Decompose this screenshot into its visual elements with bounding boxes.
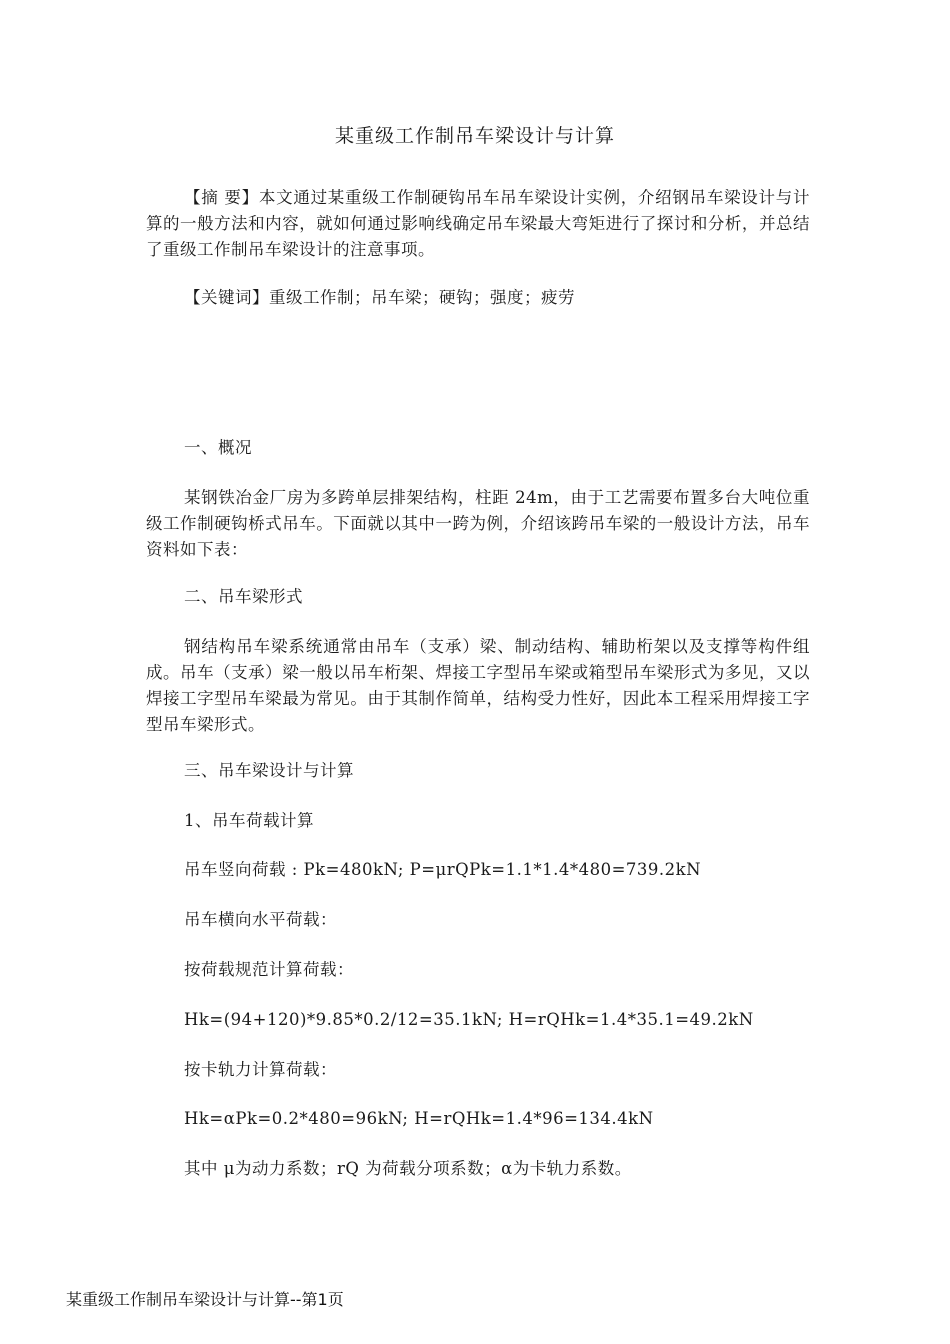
section-heading-overview: 一、概况	[184, 438, 252, 457]
by-rail-label: 按卡轨力计算荷载：	[184, 1060, 337, 1079]
section-heading-beam-form: 二、吊车梁形式	[184, 587, 303, 606]
horizontal-load-label: 吊车横向水平荷载：	[184, 910, 337, 929]
by-code-label: 按荷载规范计算荷载：	[184, 960, 354, 979]
section-heading-design: 三、吊车梁设计与计算	[184, 761, 354, 780]
coefficients-note: 其中 μ为动力系数；rQ 为荷载分项系数；α为卡轨力系数。	[184, 1159, 632, 1178]
overview-paragraph: 某钢铁冶金厂房为多跨单层排架结构，柱距 24m，由于工艺需要布置多台大吨位重级工作制硬钩桥式吊车。下面就以其中一跨为例，介绍该跨吊车梁的一般设计方法，吊车资料如下表：	[146, 488, 810, 559]
by-rail-formula: Hk=αPk=0.2*480=96kN; H=rQHk=1.4*96=134.4kN	[184, 1109, 654, 1128]
by-code-formula: Hk=(94+120)*9.85*0.2/12=35.1kN; H=rQHk=1.4*35.1=49.2kN	[184, 1010, 754, 1029]
keywords-paragraph: 【关键词】重级工作制；吊车梁；硬钩；强度；疲劳	[184, 288, 575, 307]
beam-form-paragraph: 钢结构吊车梁系统通常由吊车（支承）梁、制动结构、辅助桁架以及支撑等构件组成。吊车（支承）梁一般以吊车桁架、焊接工字型吊车梁或箱型吊车梁形式为多见，又以焊接工字型吊车梁最为常见。由于其制作简单，结构受力性好，因此本工程采用焊接工字型吊车梁形式。	[146, 637, 810, 734]
subsection-heading-load: 1、吊车荷载计算	[184, 811, 314, 830]
vertical-load-line: 吊车竖向荷载 : Pk=480kN; P=μrQPk=1.1*1.4*480=739.2kN	[184, 860, 702, 879]
abstract-paragraph: 【摘 要】本文通过某重级工作制硬钩吊车吊车梁设计实例，介绍钢吊车梁设计与计算的一般方法和内容，就如何通过影响线确定吊车梁最大弯矩进行了探讨和分析，并总结了重级工作制吊车梁设计的注意事项。	[146, 188, 810, 259]
document-title: 某重级工作制吊车梁设计与计算	[334, 125, 615, 147]
page-footer: 某重级工作制吊车梁设计与计算--第1页	[66, 1290, 344, 1309]
